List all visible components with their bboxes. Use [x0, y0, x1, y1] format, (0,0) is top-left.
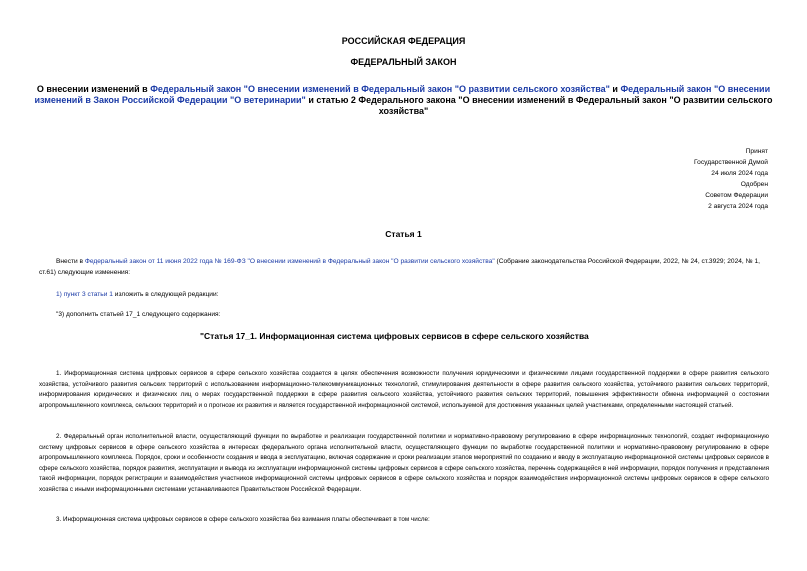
intro-suffix: (Собрание законодательства Российской Федерации, 2022, № 24, ст.3929; 2024, № 1, ст.61) следующие изменения: [39, 258, 760, 276]
article-1-item-2: "3) дополнить статьей 17_1 следующего содержания: [56, 311, 221, 318]
country-heading: РОССИЙСКАЯ ФЕДЕРАЦИЯ [341, 36, 466, 46]
intro-law-link[interactable]: Федеральный закон от 11 июня 2022 года № 169-ФЗ "О внесении изменений в Федеральный закон "О развитии сельского хозяйства" [84, 258, 495, 265]
article-17-1-paragraph-1 [39, 369, 769, 411]
title-text-2: и [609, 84, 621, 94]
item-1-prefix: 1) [56, 291, 64, 298]
law-type-heading: ФЕДЕРАЛЬНЫЙ ЗАКОН [350, 57, 457, 67]
title-text-3: и статью 2 Федерального закона "О внесении изменений в Федеральный закон "О развитии сельского хозяйства" [305, 95, 773, 116]
law-title [30, 84, 777, 117]
paragraph-1-text: 1. Информационная система цифровых сервисов в сфере сельского хозяйства создается в целях обеспечения возможности получения юридическими и физическими лицами государственной поддержки в сфере развития сельского хозяйства, устойчивого развития сельских территорий с использованием информационно-телекоммуникационных технологий, стимулирования деятельности в сфере развития сельского хозяйства, устойчивого развития сельских территорий, информирования юридических и физических лиц о мерах государственной поддержки в сфере развития сельского хозяйства, устойчивого развития сельских территорий, повышения эффективности обмена информацией о состоянии агропромышленного комплекса, сельских территорий и о прогнозе их развития и является государственной информационной системой, используемой для достижения указанных целей участниками, определенными настоящей статьей. [39, 370, 769, 409]
acceptance-block [568, 146, 768, 212]
title-text-1: О внесении изменений в [36, 84, 151, 94]
intro-prefix: Внести в [56, 258, 85, 265]
item-1-link[interactable]: пункт 3 статьи 1 [63, 291, 113, 298]
article-17-1-paragraph-3 [39, 515, 769, 526]
article-1-intro [39, 257, 769, 278]
article-17-1-paragraph-2 [39, 432, 769, 495]
title-link-2[interactable]: Федеральный закон "О внесении изменений в Закон Российской Федерации "О ветеринарии" [34, 84, 771, 105]
paragraph-3-text: 3. Информационная система цифровых сервисов в сфере сельского хозяйства без взимания платы обеспечивает в том числе: [56, 516, 430, 523]
article-1-item-1 [56, 290, 756, 301]
accepted-date: 24 июля 2024 года [711, 170, 768, 177]
approved-date: 2 августа 2024 года [708, 203, 768, 210]
accepted-by: Государственной Думой [694, 159, 768, 166]
paragraph-2-text: 2. Федеральный орган исполнительной власти, осуществляющий функции по выработке и реализации государственной политики и нормативно-правовому регулированию в сфере информационных технологий, создает информационную систему цифровых сервисов в сфере сельского хозяйства в интересах федерального органа исполнительной власти, осуществляющего функции по выработке государственной политики и нормативно-правовому регулированию в сфере агропромышленного комплекса. Порядок, сроки и особенности создания и ввода в эксплуатацию, включая содержание и сроки реализации этапов мероприятий по созданию и вводу в эксплуатацию информационной системы цифровых сервисов в сфере сельского хозяйства, порядок развития, эксплуатации и вывода из эксплуатации информационной системы цифровых сервисов в сфере сельского хозяйства, перечень содержащейся в ней информации, порядок получения и представления такой информации, порядок регистрации и взаимодействия участников информационной системы цифровых сервисов в сфере сельского хозяйства и порядок взаимодействия информационной системы цифровых сервисов в сфере сельского хозяйства с иными информационными системами устанавливаются Правительством Российской Федерации. [39, 433, 769, 493]
approved-label: Одобрен [740, 181, 768, 188]
article-17-1-title: "Статья 17_1. Информационная система цифровых сервисов в сфере сельского хозяйства [200, 331, 589, 341]
item-1-suffix: изложить в следующей редакции: [112, 291, 219, 298]
accepted-label: Принят [745, 148, 768, 155]
approved-by: Советом Федерации [705, 192, 768, 199]
article-1-title: Статья 1 [385, 229, 422, 239]
title-link-1[interactable]: Федеральный закон "О внесении изменений в Федеральный закон "О развитии сельского хозяйства" [150, 84, 610, 94]
